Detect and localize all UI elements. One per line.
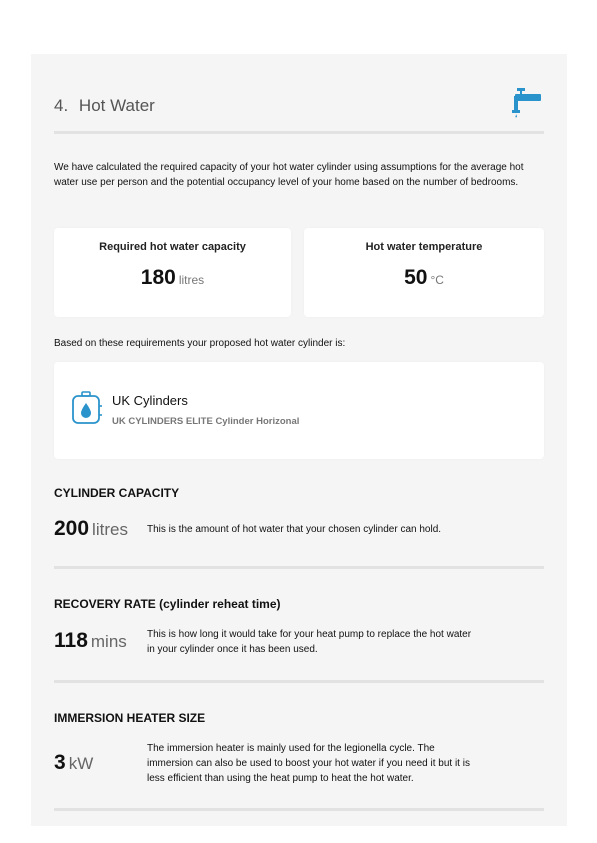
cylinder-capacity-title: CYLINDER CAPACITY — [54, 486, 180, 500]
recovery-rate-description: This is how long it would take for your heat pump to replace the hot water in your cylinder once it has been used. — [147, 629, 472, 655]
immersion-heater-description: The immersion heater is mainly used for the legionella cycle. The immersion can also be used to boost your hot water if you need it but it is less efficient than using the heat pump to heat the hot water. — [147, 743, 470, 784]
hot-water-panel — [31, 54, 567, 826]
capacity-label: Required hot water capacity — [99, 241, 246, 253]
immersion-heater-metric — [54, 751, 93, 775]
temperature-unit: °C — [430, 273, 444, 287]
intro-paragraph: We have calculated the required capacity of your hot water cylinder using assumptions for the average hot water use per person and the potential occupancy level of your home based on the number of bedrooms. — [54, 162, 524, 188]
cylinder-capacity-metric — [54, 517, 128, 541]
temperature-card — [304, 228, 544, 317]
divider — [54, 566, 544, 569]
temperature-value-row — [304, 266, 544, 290]
temperature-label: Hot water temperature — [365, 241, 483, 253]
cylinder-capacity-unit: litres — [92, 520, 128, 539]
recovery-rate-value: 118 — [54, 629, 88, 652]
capacity-value: 180 — [140, 266, 176, 289]
divider — [54, 808, 544, 811]
immersion-heater-title: IMMERSION HEATER SIZE — [54, 711, 206, 725]
cylinder-icon — [70, 391, 102, 425]
proposal-text: Based on these requirements your proposed hot water cylinder is: — [54, 338, 346, 349]
temperature-value: 50 — [404, 266, 428, 289]
recovery-rate-title: RECOVERY RATE (cylinder reheat time) — [54, 597, 281, 611]
capacity-value-row — [54, 266, 291, 290]
immersion-heater-unit: kW — [68, 754, 94, 773]
product-brand: UK Cylinders — [112, 393, 188, 408]
section-heading — [54, 96, 155, 116]
immersion-heater-value: 3 — [54, 751, 66, 774]
divider — [54, 680, 544, 683]
divider — [54, 131, 544, 134]
recovery-rate-unit: mins — [90, 632, 127, 651]
water-tap-icon — [511, 88, 545, 118]
product-model: UK CYLINDERS ELITE Cylinder Horizonal — [112, 416, 300, 427]
cylinder-capacity-description: This is the amount of hot water that your chosen cylinder can hold. — [147, 524, 442, 535]
product-card — [54, 362, 544, 459]
cylinder-capacity-value: 200 — [54, 517, 90, 540]
capacity-card — [54, 228, 291, 317]
section-number: 4. — [54, 96, 69, 115]
recovery-rate-metric — [54, 629, 127, 653]
capacity-unit: litres — [178, 273, 205, 287]
section-title: Hot Water — [78, 96, 155, 115]
